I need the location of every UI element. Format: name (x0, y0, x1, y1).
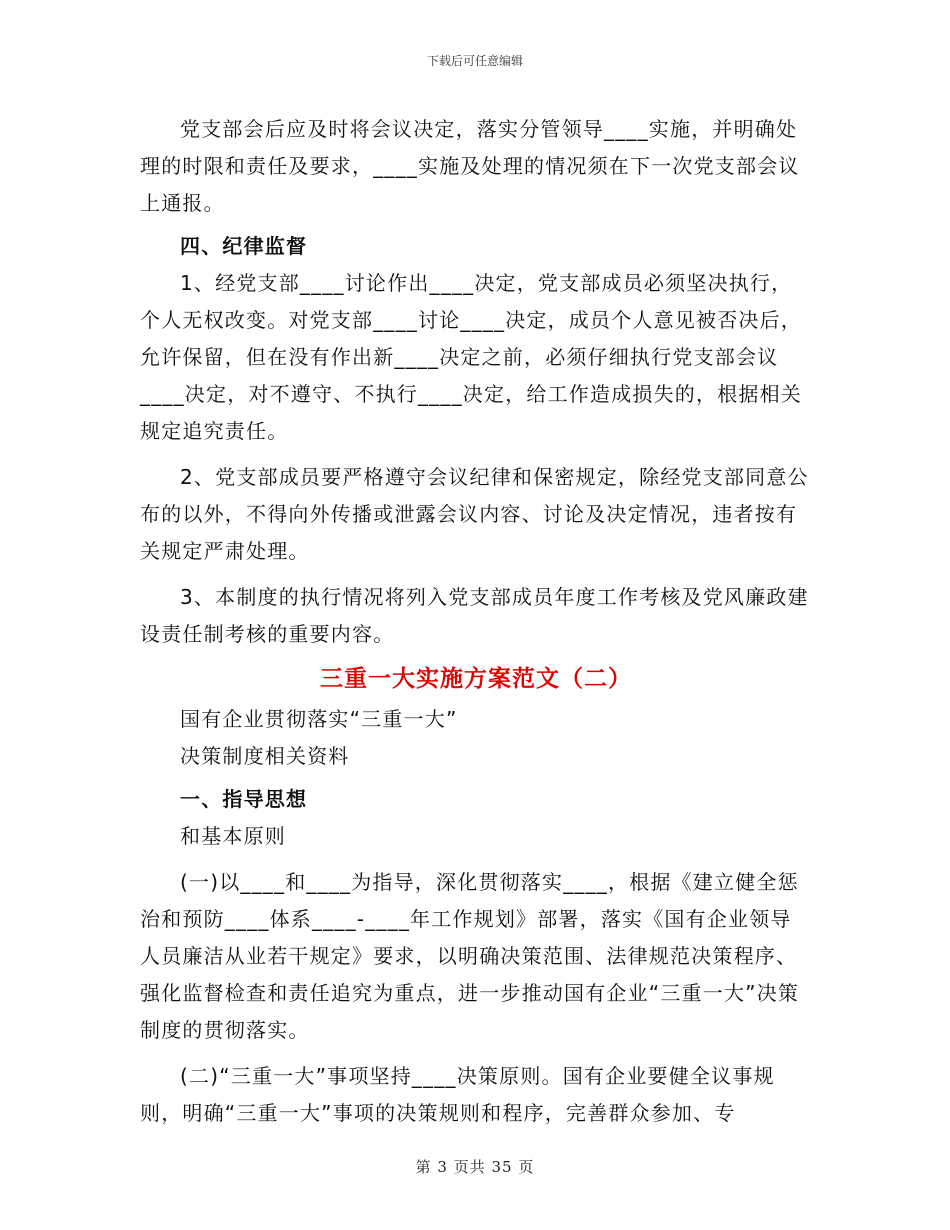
paragraph-item-3: 3、本制度的执行情况将列入党支部成员年度工作考核及党风廉政建设责任制考核的重要内容。 (140, 585, 809, 646)
paragraph-sub-1: (一)以____和____为指导，深化贯彻落实____，根据《建立健全惩治和预防____体系____-____年工作规划》部署，落实《国有企业领导人员廉洁从业若干规定》要求，以明确决策范围、法律规范决策程序、强化监督检查和责任追究为重点，进一步推动国有企业“三重一大”决策制度的贯彻落实。 (140, 870, 800, 1042)
paragraph-item-2: 2、党支部成员要严格遵守会议纪律和保密规定，除经党支部同意公布的以外，不得向外传播或泄露会议内容、讨论及决定情况，违者按有关规定严肃处理。 (140, 465, 809, 563)
line-basic-principles: 和基本原则 (180, 824, 286, 848)
paragraph-intro: 党支部会后应及时将会议决定，落实分管领导____实施，并明确处理的时限和责任及要求，____实施及处理的情况须在下一次党支部会议上通报。 (140, 117, 800, 215)
page-header-note: 下载后可任意编辑 (426, 54, 523, 68)
heading-guiding-ideology: 一、指导思想 (180, 787, 308, 811)
paragraph-sub-2: (二)“三重一大”事项坚持____决策原则。国有企业要健全议事规则，明确“三重一大”事项的决策规则和程序，完善群众参加、专 (140, 1064, 775, 1125)
paragraph-item-1: 1、经党支部____讨论作出____决定，党支部成员必须坚决执行，个人无权改变。对党支部____讨论____决定，成员个人意见被否决后，允许保留，但在没有作出新____决定之前，必须仔细执行党支部会议____决定，对不遵守、不执行____决定，给工作造成损失的，根据相关规定追究责任。 (140, 271, 802, 443)
line-decision-materials: 决策制度相关资料 (180, 744, 350, 768)
page-number: 第 3 页共 35 页 (415, 1158, 535, 1176)
line-state-enterprise: 国有企业贯彻落实“三重一大” (180, 707, 458, 731)
section-title: 三重一大实施方案范文（二） (320, 666, 632, 692)
heading-discipline-supervision: 四、纪律监督 (180, 234, 308, 258)
document-body (140, 105, 812, 1132)
